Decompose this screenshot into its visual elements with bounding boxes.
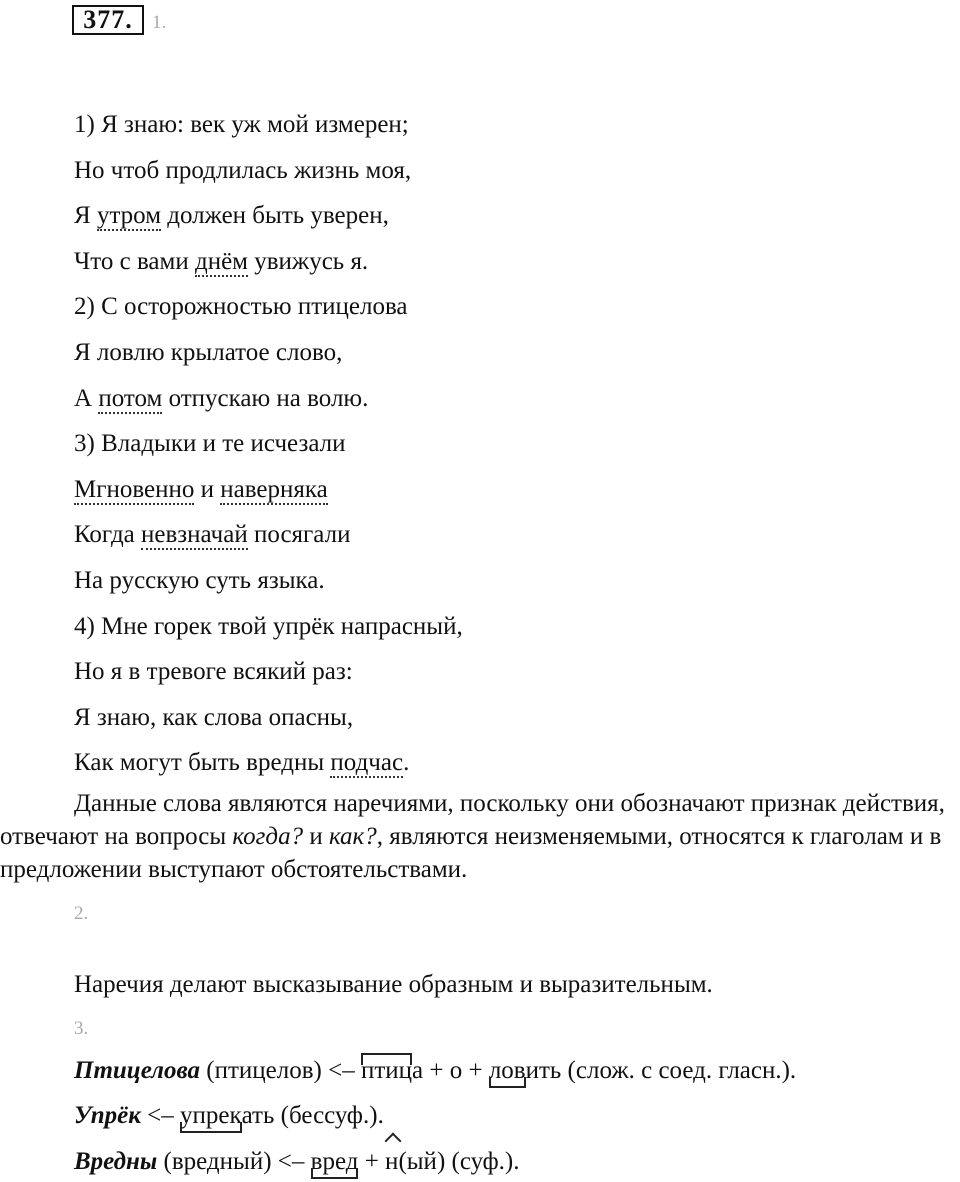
poem-line (74, 520, 350, 550)
poem-text: Что с вами (74, 248, 195, 275)
exercise-number: 377. (72, 5, 144, 35)
poem-text: А (74, 385, 99, 412)
root-vred: вред (310, 1148, 359, 1175)
poem-text: Я ловлю крылатое слово, (74, 339, 343, 366)
poem-line (74, 384, 368, 414)
explanation-text-1: Данные слова являются наречиями, поскольку они обозначают признак действия, отвечают на вопросы (0, 790, 945, 850)
question-how: как? (328, 823, 377, 850)
adverb-underlined: утром (96, 202, 162, 229)
poem-text: Как могут быть вредны (74, 749, 331, 776)
poem-text: Но я в тревоге всякий раз: (74, 658, 353, 685)
root-uprek: упрек (179, 1102, 242, 1129)
poem-line (74, 475, 328, 505)
explanation-text-2: и (303, 823, 329, 850)
explanation-paragraph (0, 787, 960, 886)
poem-text: 4) Мне горек твой упрёк напрасный, (74, 613, 463, 640)
question-when: когда? (232, 823, 304, 850)
poem-line (74, 201, 389, 231)
analysis-word-2: Упрёк (74, 1102, 141, 1129)
analysis-line-2: Упрёк <– упрекать (бессуф.). (74, 1102, 384, 1129)
adverb-underlined: подчас (330, 749, 404, 776)
poem-line (74, 292, 408, 322)
poem-text: 2) С осторожностью птицелова (74, 293, 408, 320)
poem-line (74, 156, 411, 186)
root-ptits: птиц (360, 1057, 413, 1084)
adverb-underlined: днём (194, 248, 248, 275)
poem-line (74, 748, 409, 778)
explanation-text-3: , являются неизменяемыми, относятся к глаголам и в предложении выступают обстоятельствами. (0, 823, 942, 883)
adverb-underlined: невзначай (141, 521, 248, 548)
poem-text: Но чтоб продлилась жизнь моя, (74, 157, 412, 184)
poem-line (74, 703, 353, 733)
analysis-line-1: Птицелова (птицелов) <– птица + о + ловить (слож. с соед. гласн.). (74, 1057, 797, 1084)
poem-text: 1) Я знаю: век уж мой измерен; (74, 111, 409, 138)
poem-line (74, 566, 325, 596)
poem-line (74, 338, 342, 368)
poem-text: Я (74, 202, 97, 229)
task-1-label: 1. (152, 12, 167, 33)
poem-line (74, 429, 346, 459)
task-2-text: Наречия делают высказывание образным и выразительным. (74, 971, 713, 998)
poem-text: и (194, 476, 221, 503)
poem-text: посягали (247, 521, 351, 548)
poem-text: увижусь я. (247, 248, 369, 275)
analysis-word-1: Птицелова (74, 1057, 201, 1084)
adverb-underlined: Мгновенно (74, 476, 195, 503)
poem-line (74, 612, 463, 642)
root-lov: лов (488, 1057, 526, 1084)
adverb-underlined: наверняка (220, 476, 328, 503)
analysis-line-3: Вредны (вредный) <– вред + н(ый) (суф.). (74, 1148, 520, 1175)
poem-text: отпускаю на волю. (162, 385, 369, 412)
poem-text: Когда (74, 521, 142, 548)
poem-line (74, 110, 409, 140)
task-2-label: 2. (74, 903, 89, 924)
adverb-underlined: потом (98, 385, 163, 412)
poem-text: должен быть уверен, (161, 202, 389, 229)
poem-line (74, 657, 353, 687)
poem-text: . (403, 749, 410, 776)
suffix-n: н (385, 1148, 399, 1175)
poem-text: 3) Владыки и те исчезали (74, 430, 346, 457)
poem-text: На русскую суть языка. (74, 567, 325, 594)
poem-text: Я знаю, как слова опасны, (74, 704, 354, 731)
task-3-label: 3. (74, 1018, 89, 1039)
analysis-word-3: Вредны (74, 1148, 158, 1175)
poem-line (74, 247, 368, 277)
